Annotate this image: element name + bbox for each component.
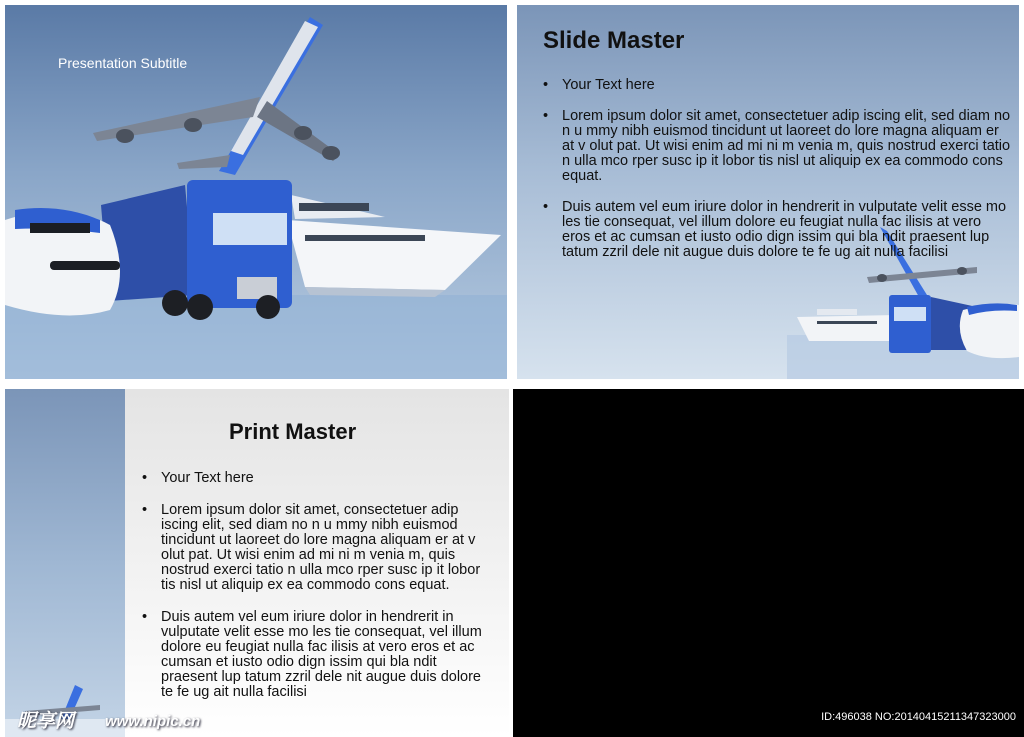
strip-illustration	[5, 389, 125, 737]
slide-master-title: Slide Master	[543, 27, 685, 54]
presentation-subtitle: Presentation Subtitle	[58, 55, 188, 71]
bullet-item: • Your Text here	[142, 471, 487, 486]
bullet-item: • Lorem ipsum dolor sit amet, consectetuer adip iscing elit, sed diam no n u mmy nibh euismod tincidunt ut laoreet do lore magna aliquam er at v olut pat. Ut wisi enim ad mi ni m venia m, quis nostrud exerci tatio n ulla mco rper susc ip it lobor tis nisl ut aliquip ex ea commodo cons equat.	[543, 109, 1011, 184]
side-strip	[5, 389, 125, 737]
empty-black-panel	[513, 389, 1024, 737]
airplane-icon	[93, 17, 340, 175]
bullet-item: • Lorem ipsum dolor sit amet, consectetuer adip iscing elit, sed diam no n u mmy nibh euismod tincidunt ut laoreet do lore magna aliquam er at v olut pat. Ut wisi enim ad mi ni m venia m, quis nostrud exerci tatio n ulla mco rper susc ip it lobor tis nisl ut aliquip ex ea commodo cons equat.	[142, 503, 487, 593]
print-master-title: Print Master	[229, 419, 357, 444]
print-master-bullets	[142, 471, 487, 717]
small-train-icon	[960, 303, 1019, 358]
image-id-label: ID:496038 NO:20140415211347323000	[821, 711, 1016, 723]
print-master-panel	[5, 389, 509, 737]
train-icon	[5, 208, 120, 315]
slide-master-panel	[517, 5, 1019, 379]
bullet-item: • Your Text here	[543, 78, 1011, 93]
watermark-url: www.nipic.cn	[105, 713, 201, 730]
bullet-item: • Duis autem vel eum iriure dolor in hendrerit in vulputate velit esse mo les tie consequat, vel illum dolore eu feugiat nulla fac ilisis at vero eros et ac cumsan et iusto odio dign issim qui bla ndit praesent lup tatum zzril dele nit augue duis dolore te fe ug ait nulla facilisi	[543, 200, 1011, 260]
yacht-icon	[287, 195, 501, 297]
truck-icon	[101, 180, 292, 320]
title-slide-panel	[5, 5, 507, 379]
watermark-brand: 昵享网	[17, 711, 75, 732]
slide-master-bullets	[543, 78, 1011, 276]
small-yacht-icon	[797, 309, 897, 341]
bullet-item: • Duis autem vel eum iriure dolor in hendrerit in vulputate velit esse mo les tie consequat, vel illum dolore eu feugiat nulla fac ilisis at vero eros et ac cumsan et iusto odio dign issim qui bla ndit praesent lup tatum zzril dele nit augue duis dolore te fe ug ait nulla facilisi	[142, 610, 487, 700]
